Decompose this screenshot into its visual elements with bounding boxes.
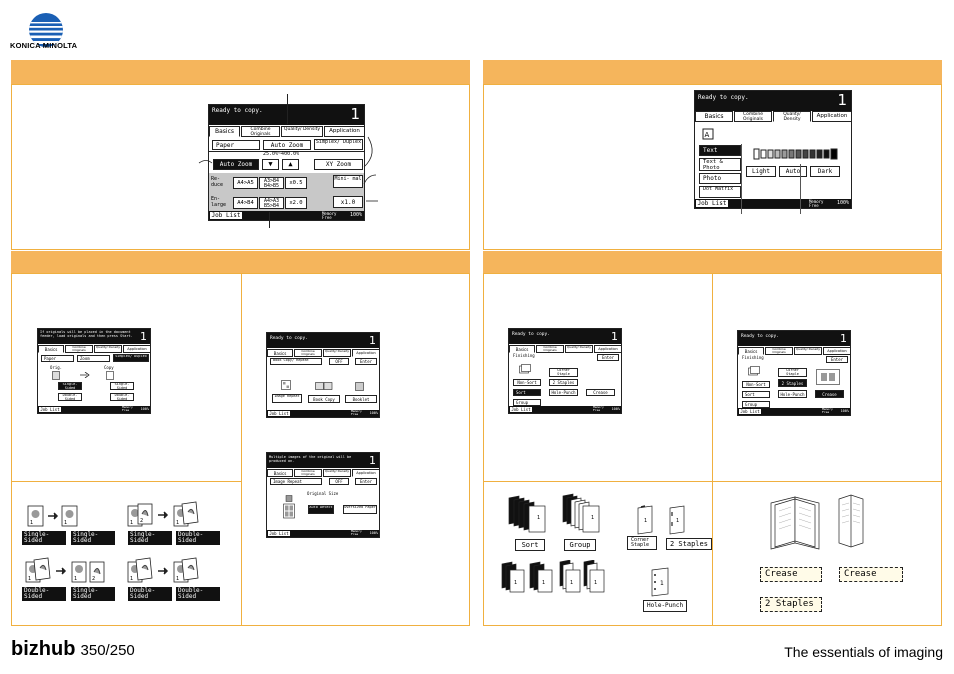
group-button[interactable]: Group	[513, 399, 541, 406]
tab-quality[interactable]: Quality/ Density	[565, 345, 593, 353]
tab-quality[interactable]: Quality/ Density	[281, 126, 323, 137]
section-bar-density	[483, 60, 942, 84]
svg-text:1: 1	[64, 520, 68, 526]
memory-value: 100%	[369, 411, 378, 415]
book-copy-icon	[315, 382, 333, 390]
duplex-example-3-graphic	[24, 556, 124, 588]
job-list-button[interactable]: Job List	[267, 410, 291, 417]
callout-lines	[190, 130, 390, 220]
tab-application[interactable]: Application	[352, 349, 380, 357]
original-type-icon	[702, 128, 714, 140]
section-bar-finishing	[483, 251, 942, 273]
dark-button[interactable]: Dark	[810, 166, 840, 177]
product-model: 350/250	[80, 642, 135, 659]
sort-example-label: Sort	[515, 539, 545, 551]
copy-single-sided-button[interactable]: Single- Sided	[110, 382, 134, 390]
off-button[interactable]: OFF	[329, 478, 349, 485]
job-list-button[interactable]: Job List	[209, 211, 243, 220]
memory-value: 100%	[369, 531, 378, 535]
tab-quality[interactable]: Quality/ Density	[323, 469, 351, 477]
crease-button[interactable]: Crease	[815, 390, 844, 398]
tab-quality[interactable]: Quality/ Density	[794, 347, 822, 355]
tab-application[interactable]: Application	[324, 126, 365, 137]
group-stack-illustration	[500, 560, 610, 606]
orig-page-icon	[52, 371, 60, 380]
mode-photo-button[interactable]: Photo	[699, 173, 741, 184]
svg-text:1: 1	[644, 518, 648, 524]
enter-button[interactable]: Enter	[826, 356, 848, 363]
status-text: Multiple images of the original will be produced on.	[269, 455, 352, 463]
tab-basics[interactable]: Basics	[267, 349, 293, 357]
job-list-button[interactable]: Job List	[38, 406, 62, 413]
tab-basics[interactable]: Basics	[509, 345, 535, 353]
image-repeat-icon	[281, 380, 291, 390]
reduce-label: Re- duce	[211, 176, 224, 188]
tab-quality[interactable]: Quality/ Density	[323, 349, 351, 357]
company-name: KONICA MINOLTA	[10, 41, 78, 50]
duplex-example-4-graphic	[126, 556, 226, 588]
tab-basics[interactable]: Basics	[38, 345, 64, 353]
enlarge-label: En- large	[211, 196, 227, 208]
auto-detect-button[interactable]: Auto Detect	[308, 505, 334, 514]
tab-quality[interactable]: Quality/ Density	[94, 345, 122, 353]
mode-text-button[interactable]: Text	[699, 145, 741, 156]
duplex-example-1-to: Single- Sided	[71, 531, 115, 545]
enter-button[interactable]: Enter	[597, 354, 619, 361]
arrow-right-icon	[80, 372, 90, 378]
job-list-button[interactable]: Job List	[738, 408, 762, 415]
finishing-output-icon	[748, 366, 760, 376]
section-bar-zoom	[11, 60, 470, 84]
booklet-button[interactable]: Booklet	[345, 395, 377, 403]
copy-double-sided-button[interactable]: Double- Sided	[110, 393, 134, 401]
svg-text:1: 1	[130, 520, 134, 526]
enlarge-a4-a3-button[interactable]: A4>A3 B5>B4	[259, 197, 284, 209]
svg-text:1: 1	[594, 580, 598, 586]
memory-value: 100%	[840, 409, 849, 413]
sort-stack-illustration	[505, 492, 615, 542]
repeat-grid-icon	[283, 495, 295, 519]
two-staples-button[interactable]: 2 Staples	[778, 379, 807, 387]
orig-single-sided-button[interactable]: Single- Sided	[58, 382, 82, 390]
crease-preview-icon	[816, 369, 840, 385]
auto-zoom-button[interactable]: Auto Zoom	[213, 159, 259, 170]
svg-text:1: 1	[176, 520, 180, 526]
crease-example-label-1: Crease	[760, 567, 822, 582]
finishing-output-icon	[519, 364, 531, 374]
svg-text:1: 1	[176, 576, 180, 582]
tab-basics[interactable]: Basics	[695, 111, 733, 122]
tab-basics[interactable]: Basics	[267, 469, 293, 477]
memory-value: 100%	[611, 407, 620, 411]
image-repeat-button[interactable]: Image Repeat	[272, 394, 302, 403]
finishing-screen-2	[737, 330, 851, 416]
tab-combine[interactable]: Combine Originals	[294, 469, 322, 477]
sort-button[interactable]: Sort	[742, 391, 770, 398]
non-sort-button[interactable]: Non-Sort	[742, 381, 770, 388]
crease-button[interactable]: Crease	[586, 389, 615, 396]
svg-text:2: 2	[92, 576, 96, 582]
orig-double-sided-button[interactable]: Double- Sided	[58, 393, 82, 401]
reduce-x05-button[interactable]: x0.5	[285, 177, 307, 189]
triangle-down-icon: ▼	[268, 160, 273, 168]
image-repeat-header: Image Repeat	[270, 478, 322, 485]
finishing-screen-1	[508, 328, 622, 414]
duplex-example-4-from: Double- Sided	[128, 587, 172, 601]
tagline: The essentials of imaging	[784, 644, 943, 660]
paper-button[interactable]: Paper	[41, 355, 74, 362]
copy-count: 1	[140, 330, 147, 343]
memory-label: Memory Free	[351, 529, 362, 536]
svg-text:1: 1	[542, 580, 546, 586]
tab-combine[interactable]: Combine Originals	[65, 345, 93, 353]
svg-text:1: 1	[28, 576, 32, 582]
enter-button[interactable]: Enter	[355, 358, 377, 365]
corner-staple-example-label: Corner Staple	[627, 536, 657, 550]
tab-basics[interactable]: Basics	[209, 126, 240, 137]
duplex-example-1-from: Single- Sided	[22, 531, 66, 545]
enter-button[interactable]: Enter	[355, 478, 377, 485]
memory-label: Memory Free	[809, 199, 824, 208]
tab-application[interactable]: Application	[123, 345, 151, 353]
booklet-screen	[266, 332, 380, 418]
finishing-header: Finishing	[513, 353, 535, 358]
oversized-paper-button[interactable]: Oversized Paper	[343, 505, 377, 514]
tab-basics[interactable]: Basics	[738, 347, 764, 355]
copy-count: 1	[840, 332, 847, 345]
book-copy-button[interactable]: Book Copy	[308, 395, 340, 403]
corner-staple-button[interactable]: Corner Staple	[549, 368, 578, 377]
ratio-display: x1.0	[333, 196, 363, 208]
status-text: Ready to copy.	[698, 94, 749, 101]
memory-value: 100%	[836, 200, 849, 206]
original-size-label: Original Size	[307, 491, 339, 496]
density-auto-button[interactable]: Auto	[779, 166, 807, 177]
duplex-example-2-graphic	[126, 500, 226, 532]
product-name	[11, 638, 135, 661]
density-scale-icon	[753, 148, 843, 160]
reduce-a3-b4-button[interactable]: A3>B4 B4>B5	[259, 177, 284, 189]
duplex-example-2-to: Double- Sided	[176, 531, 220, 545]
duplex-example-2-from: Single- Sided	[128, 531, 172, 545]
svg-text:1: 1	[537, 515, 541, 521]
auto-zoom-top-button[interactable]: Auto Zoom	[263, 140, 311, 150]
svg-text:1: 1	[30, 520, 34, 526]
memory-value: 100%	[349, 212, 362, 218]
memory-label: Memory Free	[322, 211, 337, 220]
hole-punch-button[interactable]: Hole-Punch	[778, 390, 807, 398]
status-text: Ready to copy.	[512, 332, 550, 337]
corner-staple-button[interactable]: Corner Staple	[778, 368, 807, 377]
duplex-example-1-graphic	[26, 502, 116, 532]
two-staples-example-label: 2 Staples	[666, 538, 712, 550]
product-brand: bizhub	[11, 638, 76, 660]
copy-count: 1	[350, 105, 360, 123]
status-text: If originals will be placed in the document feeder, load originals and then press Start.	[40, 330, 133, 338]
off-button[interactable]: OFF	[329, 358, 349, 365]
job-list-button[interactable]: Job List	[267, 530, 291, 537]
section-bar-copy	[11, 251, 470, 273]
paper-button[interactable]: Paper	[212, 140, 260, 150]
copy-label: Copy	[104, 365, 114, 370]
enlarge-x20-button[interactable]: x2.0	[285, 197, 307, 209]
memory-value: 100%	[140, 407, 149, 411]
zoom-range: 25.0%~400.0%	[263, 151, 300, 157]
light-button[interactable]: Light	[746, 166, 776, 177]
svg-text:2: 2	[140, 518, 144, 524]
simplex-duplex-button[interactable]: Simplex/ Duplex	[314, 139, 363, 150]
duplex-example-4-to: Double- Sided	[176, 587, 220, 601]
duplex-example-3-to: Single- Sided	[71, 587, 115, 601]
xy-zoom-button[interactable]: XY Zoom	[314, 159, 363, 170]
two-staples-booklet-label: 2 Staples	[760, 597, 822, 612]
triangle-up-icon: ▲	[288, 160, 293, 168]
status-text: Ready to copy.	[270, 336, 308, 341]
memory-label: Memory Free	[122, 405, 133, 412]
book-copy-repeat-header: Book Copy/ Repeat	[270, 358, 322, 365]
tab-combine[interactable]: Combine Originals	[765, 347, 793, 355]
tab-combine[interactable]: Combine Originals	[734, 111, 772, 122]
tab-application[interactable]: Application	[823, 347, 851, 355]
svg-text:1: 1	[130, 576, 134, 582]
copy-count: 1	[611, 330, 618, 343]
job-list-button[interactable]: Job List	[509, 406, 533, 413]
tab-application[interactable]: Application	[352, 469, 380, 477]
duplex-screen	[37, 328, 151, 414]
staple-illustration	[636, 504, 696, 536]
group-example-label: Group	[564, 539, 596, 551]
mode-text-photo-button[interactable]: Text & Photo	[699, 158, 741, 171]
tab-combine[interactable]: Combine Originals	[241, 126, 280, 137]
svg-text:1: 1	[591, 515, 595, 521]
memory-label: Memory Free	[351, 409, 362, 416]
minimal-button[interactable]: Mini- mal	[333, 175, 363, 188]
copy-count: 1	[369, 454, 376, 467]
hole-punch-illustration	[650, 566, 674, 598]
tab-quality[interactable]: Quality/ Density	[773, 111, 811, 122]
group-page-number-1: 1	[514, 580, 518, 586]
zoom-button[interactable]: Zoom	[77, 355, 110, 362]
repeat-screen	[266, 452, 380, 538]
status-text: Ready to copy.	[212, 107, 263, 114]
reduce-a4-a5-button[interactable]: A4>A5	[233, 177, 258, 189]
non-sort-button[interactable]: Non-Sort	[513, 379, 541, 386]
density-screen	[694, 90, 852, 209]
memory-label: Memory Free	[822, 407, 833, 414]
memory-label: Memory Free	[593, 405, 604, 412]
hole-punch-button[interactable]: Hole-Punch	[549, 389, 578, 396]
duplex-example-3-from: Double- Sided	[22, 587, 66, 601]
sort-button[interactable]: Sort	[513, 389, 541, 396]
tab-combine[interactable]: Combine Originals	[294, 349, 322, 357]
status-text: Ready to copy.	[741, 334, 779, 339]
copy-page-icon	[106, 371, 114, 380]
finishing-header: Finishing	[742, 355, 764, 360]
tab-application[interactable]: Application	[812, 111, 852, 122]
svg-text:1: 1	[676, 518, 680, 524]
hole-punch-example-label: Hole-Punch	[643, 600, 687, 612]
svg-text:1: 1	[74, 576, 78, 582]
copy-count: 1	[837, 91, 847, 109]
booklet-illustration	[765, 493, 875, 553]
hole-punch-page-number: 1	[660, 580, 664, 587]
two-staples-button[interactable]: 2 Staples	[549, 379, 578, 386]
tab-application[interactable]: Application	[594, 345, 622, 353]
svg-text:1: 1	[570, 580, 574, 586]
group-button[interactable]: Group	[742, 401, 770, 408]
mode-dot-matrix-button[interactable]: Dot Matrix	[699, 186, 741, 198]
tab-combine[interactable]: Combine Originals	[536, 345, 564, 353]
crease-example-label-2: Crease	[839, 567, 903, 582]
copy-count: 1	[369, 334, 376, 347]
simplex-duplex-button[interactable]: Simplex/ Duplex	[113, 354, 149, 362]
booklet-icon	[355, 382, 365, 391]
job-list-button[interactable]: Job List	[695, 199, 729, 208]
enlarge-a4-b4-button[interactable]: A4>B4	[233, 197, 258, 209]
svg-text:A: A	[704, 131, 710, 139]
orig-label: Orig.	[50, 365, 63, 370]
